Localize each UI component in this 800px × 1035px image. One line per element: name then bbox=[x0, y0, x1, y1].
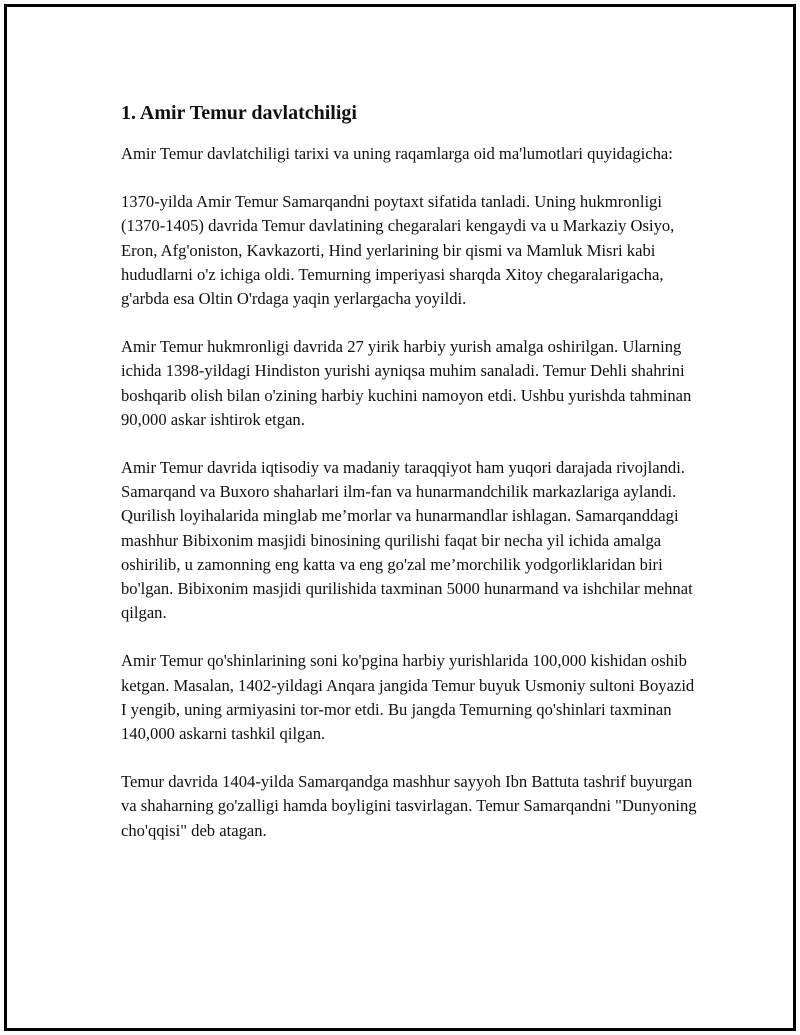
paragraph-travelers: Temur davrida 1404-yilda Samarqandga mashhur sayyoh Ibn Battuta tashrif buyurgan va shaharning go'zalligi hamda boyligini tasvirlagan. Temur Samarqandni "Dunyoning cho'qqisi" deb atagan. bbox=[121, 772, 697, 840]
paragraph-intro: Amir Temur davlatchiligi tarixi va uning raqamlarga oid ma'lumotlari quyidagicha: bbox=[121, 144, 673, 163]
paragraph-army: Amir Temur qo'shinlarining soni ko'pgina harbiy yurishlarida 100,000 kishidan oshib ketgan. Masalan, 1402-yildagi Anqara jangida Temur buyuk Usmoniy sultoni Boyazid I yengib, uning armiyasini tor-mor etdi. Bu jangda Temurning qo'shinlari taxminan 140,000 askarni tashkil qilgan. bbox=[121, 651, 695, 744]
page-frame bbox=[4, 4, 796, 1031]
document-body bbox=[121, 100, 701, 867]
section-heading: 1. Amir Temur davlatchiligi bbox=[121, 102, 357, 124]
paragraph-capital: 1370-yilda Amir Temur Samarqandni poytaxt sifatida tanladi. Uning hukmronligi (1370-1405) davrida Temur davlatining chegaralari kengaydi va u Markaziy Osiyo, Eron, Afg'oniston, Kavkazorti, Hind yerlarining bir qismi va Mamluk Misri kabi hududlarni o'z ichiga oldi. Temurning imperiyasi sharqda Xitoy chegaralarigacha, g'arbda esa Oltin O'rdaga yaqin yerlargacha yoyildi. bbox=[121, 192, 675, 309]
paragraph-campaigns: Amir Temur hukmronligi davrida 27 yirik harbiy yurish amalga oshirilgan. Ularning ichida 1398-yildagi Hindiston yurishi ayniqsa muhim sanaladi. Temur Dehli shahrini boshqarib olish bilan o'zining harbiy kuchini namoyon etdi. Ushbu yurishda tahminan 90,000 askar ishtirok etgan. bbox=[121, 337, 692, 429]
paragraph-economy: Amir Temur davrida iqtisodiy va madaniy taraqqiyot ham yuqori darajada rivojlandi. Samarqand va Buxoro shaharlari ilm-fan va hunarmandchilik markazlariga aylandi. Qurilish loyihalarida minglab me’morlar va hunarmandlar ishlagan. Samarqanddagi mashhur Bibixonim masjidi binosining qurilishi faqat bir necha yil ichida amalga oshirilib, u zamonning eng katta va eng go'zal me’morchilik yodgorliklaridan biri bo'lgan. Bibixonim masjidi qurilishida taxminan 5000 hunarmand va ishchilar mehnat qilgan. bbox=[121, 458, 693, 623]
